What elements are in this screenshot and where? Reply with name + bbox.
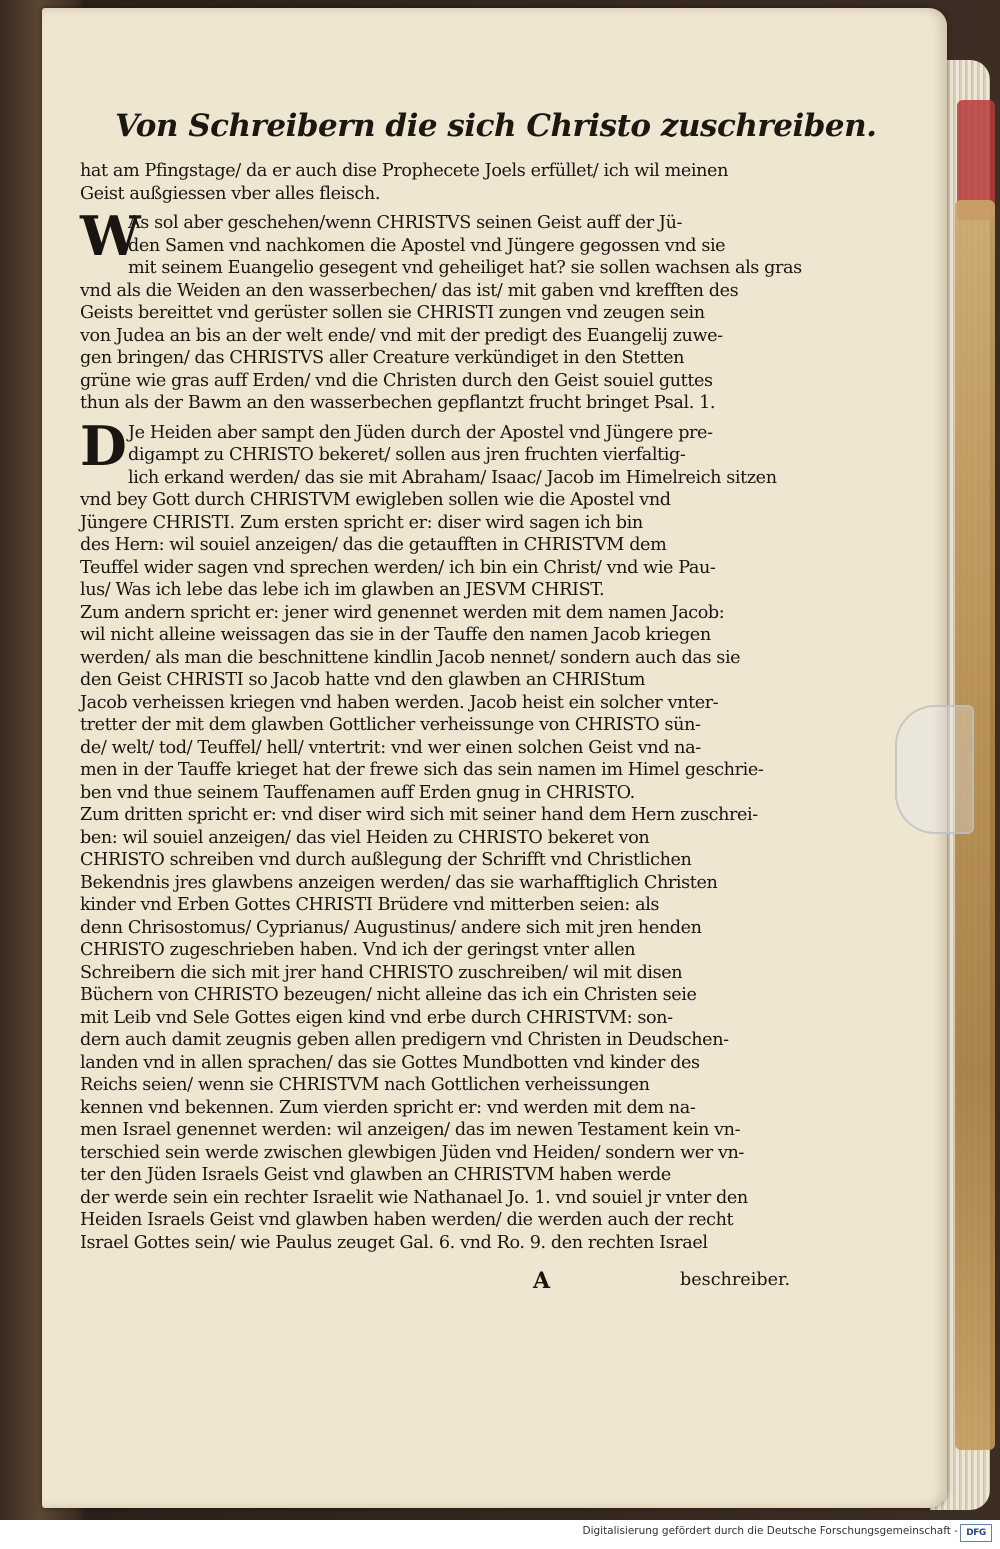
text-line: CHRISTO schreiben vnd durch außlegung der Schrifft vnd Christlichen	[80, 850, 692, 870]
text-line: der werde sein ein rechter Israelit wie Nathanael Jo. 1. vnd souiel jr vnter den	[80, 1187, 748, 1208]
paragraph-w	[80, 204, 802, 415]
text-line: tretter der mit dem glawben Gottlicher verheissunge von CHRISTO sün-	[80, 715, 701, 735]
paragraph-continuation	[80, 160, 780, 205]
text-line	[80, 1254, 780, 1277]
text-line: digampt zu CHRISTO bekeret/ sollen aus jren fruchten vierfaltig-	[128, 445, 686, 465]
drop-initial: D	[80, 413, 127, 478]
text-line: Zum andern spricht er: jener wird genennet werden mit dem namen Jacob:	[80, 602, 725, 623]
catchword: beschreiber.	[680, 1270, 791, 1290]
text-line: lich erkand werden/ das sie mit Abraham/ Isaac/ Jacob im Himelreich sitzen	[128, 467, 777, 488]
text-line: denn Chrisostomus/ Cyprianus/ Augustinus/ andere sich mit jren henden	[80, 917, 702, 938]
text-line: vnd als die Weiden an den wasserbechen/ das ist/ mit gaben vnd krefften des	[80, 280, 739, 301]
text-line: wil nicht alleine weissagen das sie in der Tauffe den namen Jacob kriegen	[80, 625, 711, 645]
text-line: den Geist CHRISTI so Jacob hatte vnd den glawben an CHRIStum	[80, 670, 646, 690]
text-line: ben: wil souiel anzeigen/ das viel Heiden zu CHRISTO bekeret von	[80, 827, 650, 848]
text-line: mit Leib vnd Sele Gottes eigen kind vnd erbe durch CHRISTVM: son-	[80, 1007, 673, 1028]
text-line: kinder vnd Erben Gottes CHRISTI Brüdere vnd mitterben seien: als	[80, 895, 660, 915]
text-line: Je Heiden aber sampt den Jüden durch der Apostel vnd Jüngere pre-	[128, 422, 713, 443]
text-line: Büchern von CHRISTO bezeugen/ nicht alleine das ich ein Christen seie	[80, 985, 697, 1005]
text-line: dern auch damit zeugnis geben allen predigern vnd Christen in Deudschen-	[80, 1030, 729, 1050]
signature-mark: A	[533, 1268, 551, 1294]
text-line: men Israel genennet werden: wil anzeigen/ das im newen Testament kein vn-	[80, 1120, 741, 1140]
text-line: werden/ als man die beschnittene kindlin Jacob nennet/ sondern auch das sie	[80, 647, 741, 668]
text-line: de/ welt/ tod/ Teuffel/ hell/ vntertrit: vnd wer einen solchen Geist vnd na-	[80, 737, 701, 758]
text-line: grüne wie gras auff Erden/ vnd die Christen durch den Geist souiel guttes	[80, 370, 713, 391]
footer-credit: Digitalisierung gefördert durch die Deutsche Forschungsgemeinschaft -	[582, 1525, 958, 1537]
text-line: Zum dritten spricht er: vnd diser wird sich mit seiner hand dem Hern zuschrei-	[80, 805, 758, 825]
text-line: lus/ Was ich lebe das lebe ich im glawben an JESVM CHRIST.	[80, 580, 605, 600]
text-line: ben vnd thue seinem Tauffenamen auff Erden gnug in CHRISTO.	[80, 782, 635, 803]
text-line: Jacob verheissen kriegen vnd haben werden. Jacob heist ein solcher vnter-	[80, 692, 719, 713]
text-line: hat am Pfingstage/ da er auch dise Prophecete Joels erfüllet/ ich wil meinen	[80, 161, 728, 181]
text-line: Teuffel wider sagen vnd sprechen werden/ ich bin ein Christ/ vnd wie Pau-	[80, 557, 716, 578]
text-line: Geists bereittet vnd gerüster sollen sie CHRISTI zungen vnd zeugen sein	[80, 303, 705, 323]
text-line: gen bringen/ das CHRISTVS aller Creature verkündiget in den Stetten	[80, 348, 685, 368]
dfg-logo: DFG	[960, 1524, 992, 1542]
text-line: landen vnd in allen sprachen/ das sie Gottes Mundbotten vnd kinder des	[80, 1052, 700, 1073]
paragraph-d	[80, 413, 780, 1277]
text-line: Schreibern die sich mit jrer hand CHRISTO zuschreiben/ wil mit disen	[80, 962, 683, 983]
text-line: vnd bey Gott durch CHRISTVM ewigleben sollen wie die Apostel vnd	[80, 490, 671, 510]
text-line: kennen vnd bekennen. Zum vierden spricht er: vnd werden mit dem na-	[80, 1097, 696, 1118]
text-line: Israel Gottes sein/ wie Paulus zeuget Gal. 6. vnd Ro. 9. den rechten Israel	[80, 1232, 708, 1253]
text-line: des Hern: wil souiel anzeigen/ das die getaufften in CHRISTVM dem	[80, 535, 667, 555]
text-line: den Samen vnd nachkomen die Apostel vnd Jüngere gegossen vnd sie	[128, 235, 726, 256]
text-line: CHRISTO zugeschrieben haben. Vnd ich der geringst vnter allen	[80, 940, 636, 960]
body-text	[80, 160, 802, 1284]
running-head: Von Schreibern die sich Christo zuschreiben.	[115, 108, 877, 144]
text-line: ter den Jüden Israels Geist vnd glawben an CHRISTVM haben werde	[80, 1165, 671, 1185]
text-line: Heiden Israels Geist vnd glawben haben werden/ die werden auch der recht	[80, 1210, 734, 1230]
drop-initial: W	[80, 204, 141, 268]
text-line: mit seinem Euangelio gesegent vnd geheiliget hat? sie sollen wachsen als gras	[128, 258, 802, 278]
text-line: men in der Tauffe krieget hat der frewe sich das sein namen im Himel geschrie-	[80, 760, 764, 780]
text-line: Reichs seien/ wenn sie CHRISTVM nach Gottlichen verheissungen	[80, 1075, 650, 1095]
paper-clip	[895, 705, 974, 834]
text-line: terschied sein werde zwischen glewbigen Jüden vnd Heiden/ sondern wer vn-	[80, 1142, 744, 1163]
text-line: Geist außgiessen vber alles fleisch.	[80, 183, 381, 204]
text-line: thun als der Bawm an den wasserbechen gepflantzt frucht bringet Psal. 1.	[80, 393, 716, 413]
text-line: von Judea an bis an der welt ende/ vnd mit der predigt des Euangelij zuwe-	[80, 325, 723, 346]
text-line: As sol aber geschehen/wenn CHRISTVS seinen Geist auff der Jü-	[128, 213, 683, 233]
text-line: Bekendnis jres glawbens anzeigen werden/ das sie warhafftiglich Christen	[80, 872, 718, 893]
text-line: Jüngere CHRISTI. Zum ersten spricht er: diser wird sagen ich bin	[80, 512, 643, 533]
